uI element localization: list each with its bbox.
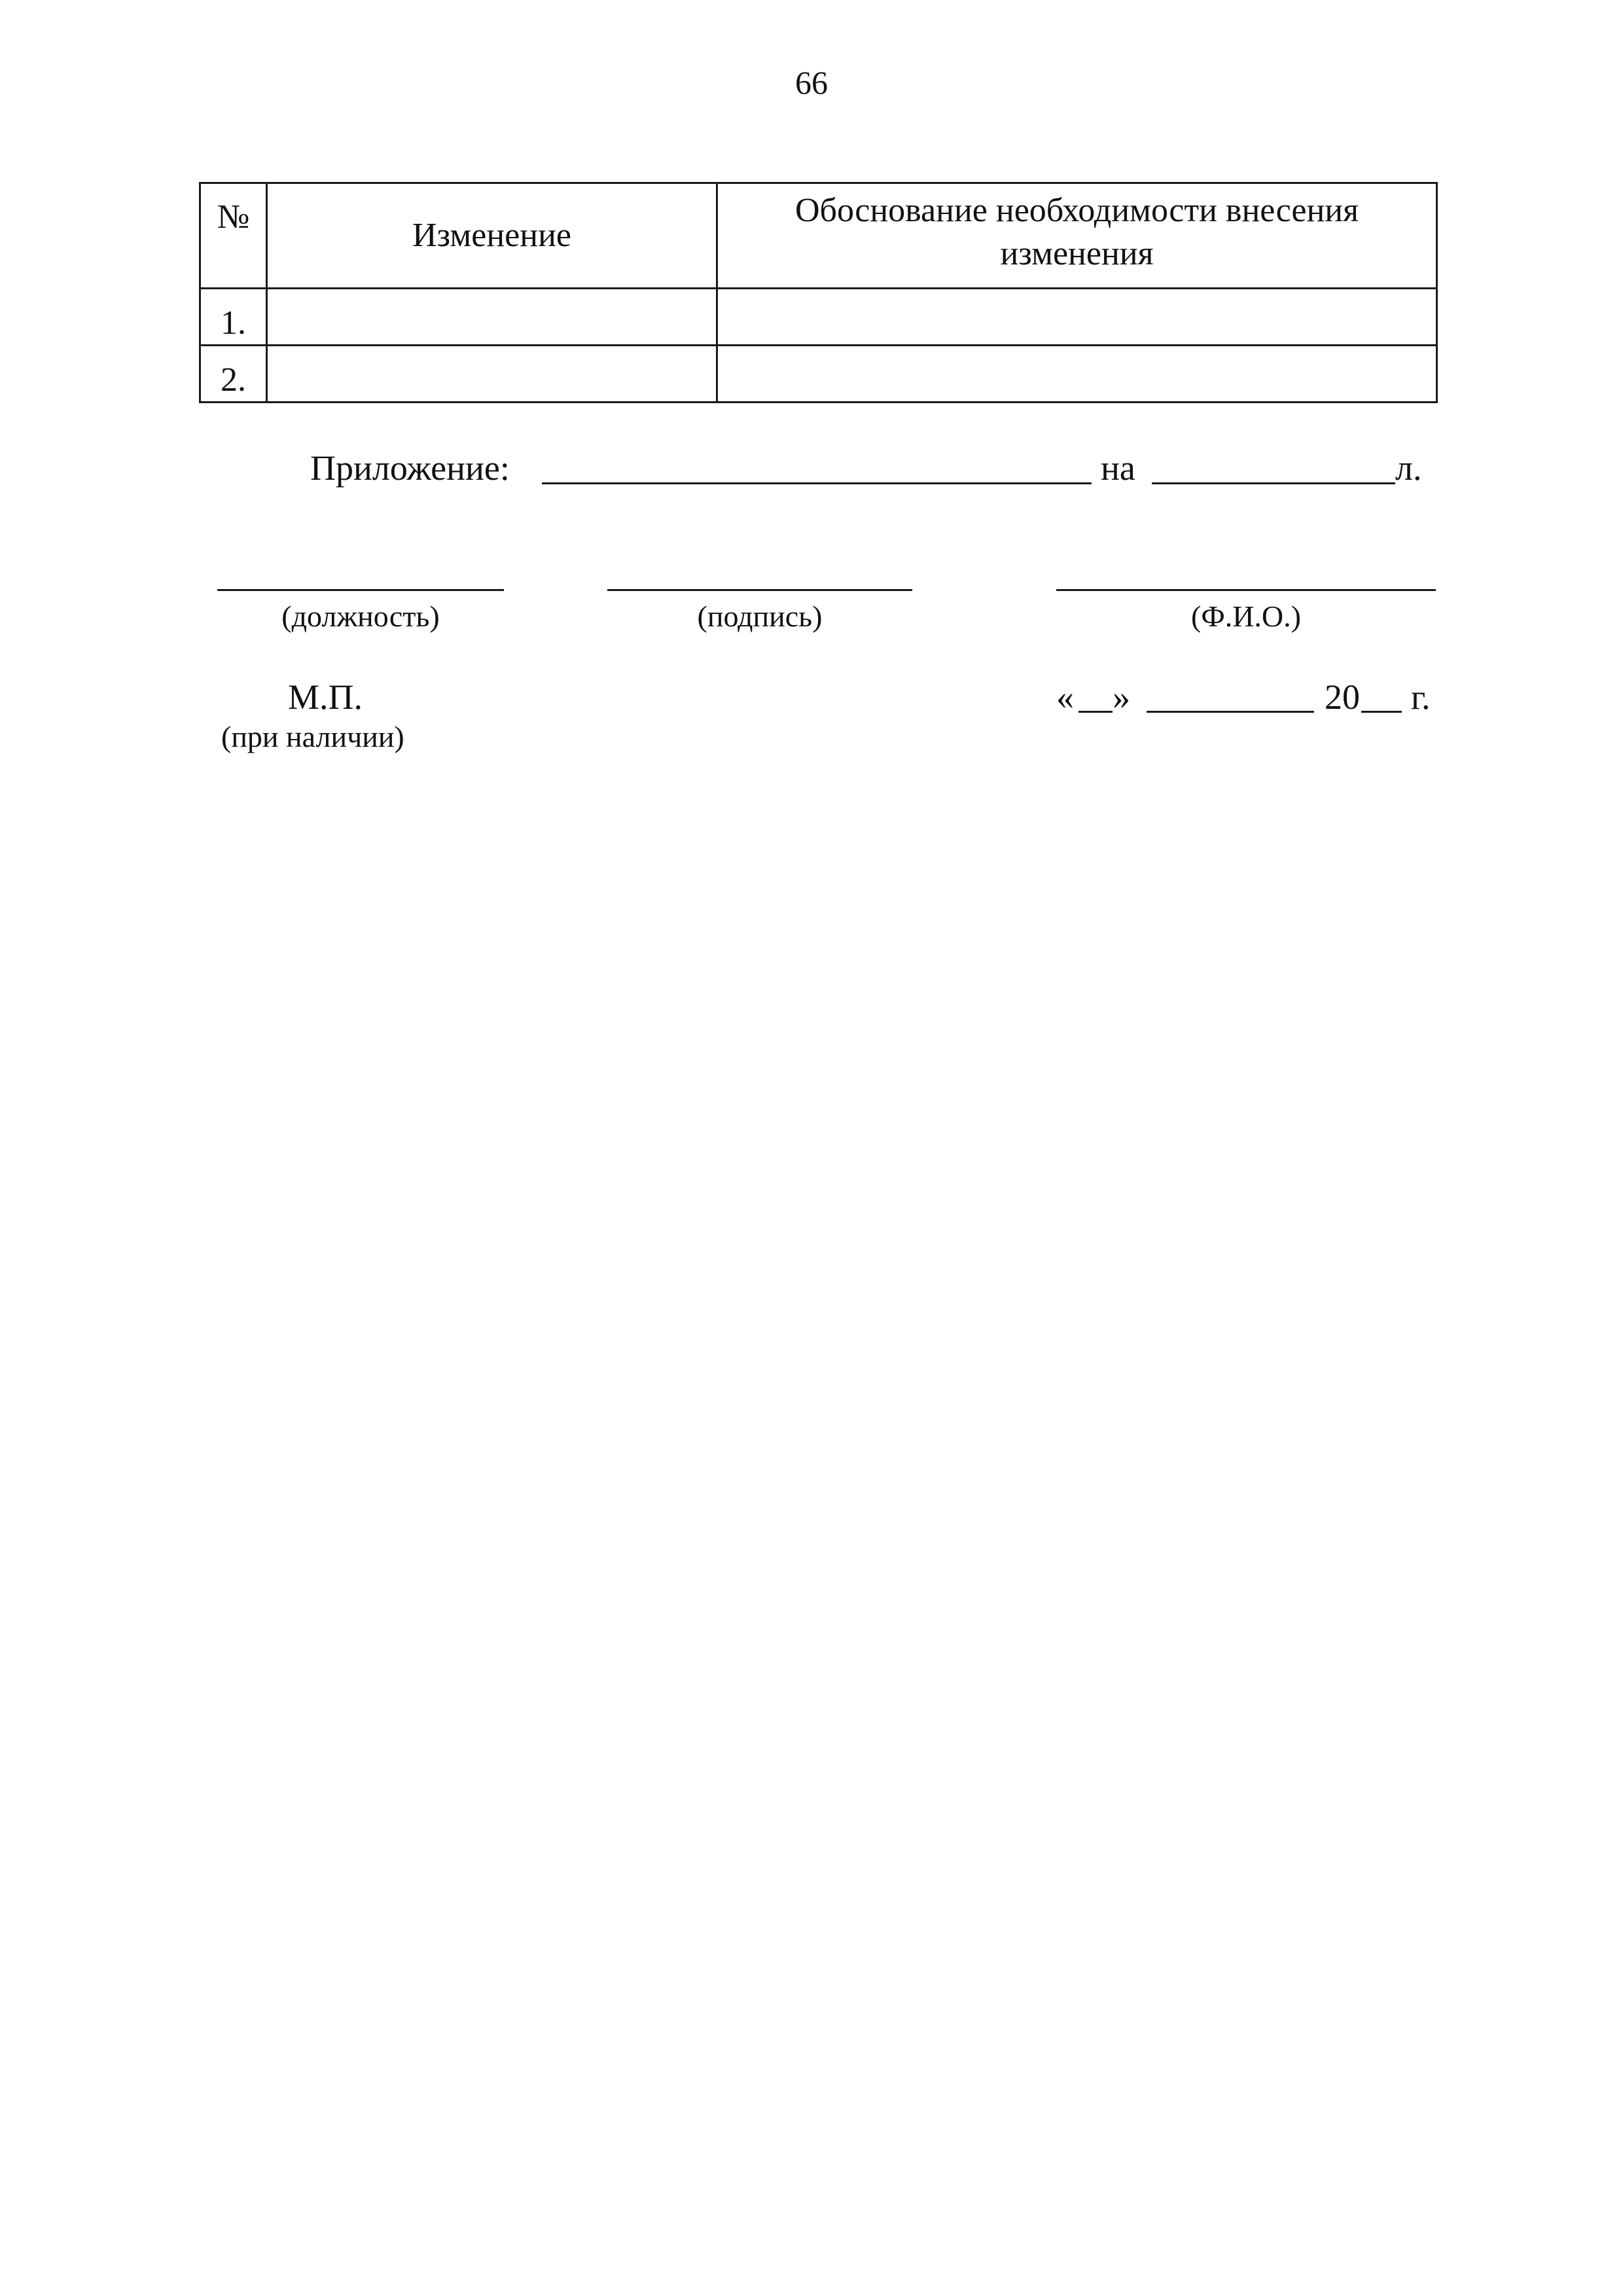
stamp-label: М.П. — [288, 677, 363, 717]
row-change-cell[interactable] — [267, 289, 717, 346]
date-year-prefix: 20 — [1325, 677, 1360, 717]
row-number: 2. — [200, 346, 267, 403]
signature-caption: (подпись) — [697, 600, 823, 633]
date-year-suffix: г. — [1411, 677, 1431, 717]
table-header-row — [200, 183, 1437, 289]
page-number: 66 — [795, 64, 828, 101]
attachment-on-label: на — [1101, 448, 1135, 488]
attachment-sheets-suffix: л. — [1395, 448, 1422, 488]
full-name-field[interactable] — [1056, 589, 1436, 591]
header-number: № — [200, 183, 267, 289]
attachment-sheets-field[interactable] — [1152, 482, 1395, 484]
full-name-caption: (Ф.И.О.) — [1191, 600, 1301, 633]
header-change: Изменение — [267, 183, 717, 289]
table-row — [200, 346, 1437, 403]
position-field[interactable] — [217, 589, 504, 591]
date-month-field[interactable] — [1147, 711, 1314, 713]
attachment-description-field[interactable] — [542, 482, 1092, 484]
table-row — [200, 289, 1437, 346]
date-close-quote: » — [1113, 677, 1130, 717]
date-day-field[interactable] — [1079, 711, 1113, 713]
signature-field[interactable] — [607, 589, 912, 591]
attachment-label: Приложение: — [310, 448, 510, 488]
stamp-note: (при наличии) — [221, 720, 404, 753]
position-caption: (должность) — [281, 600, 440, 633]
row-number: 1. — [200, 289, 267, 346]
header-justification: Обоснование необходимости внесения изменения — [717, 183, 1437, 289]
date-year-field[interactable] — [1361, 711, 1402, 713]
row-justification-cell[interactable] — [717, 346, 1437, 403]
row-justification-cell[interactable] — [717, 289, 1437, 346]
changes-table — [199, 182, 1438, 403]
row-change-cell[interactable] — [267, 346, 717, 403]
date-open-quote: « — [1056, 677, 1074, 717]
